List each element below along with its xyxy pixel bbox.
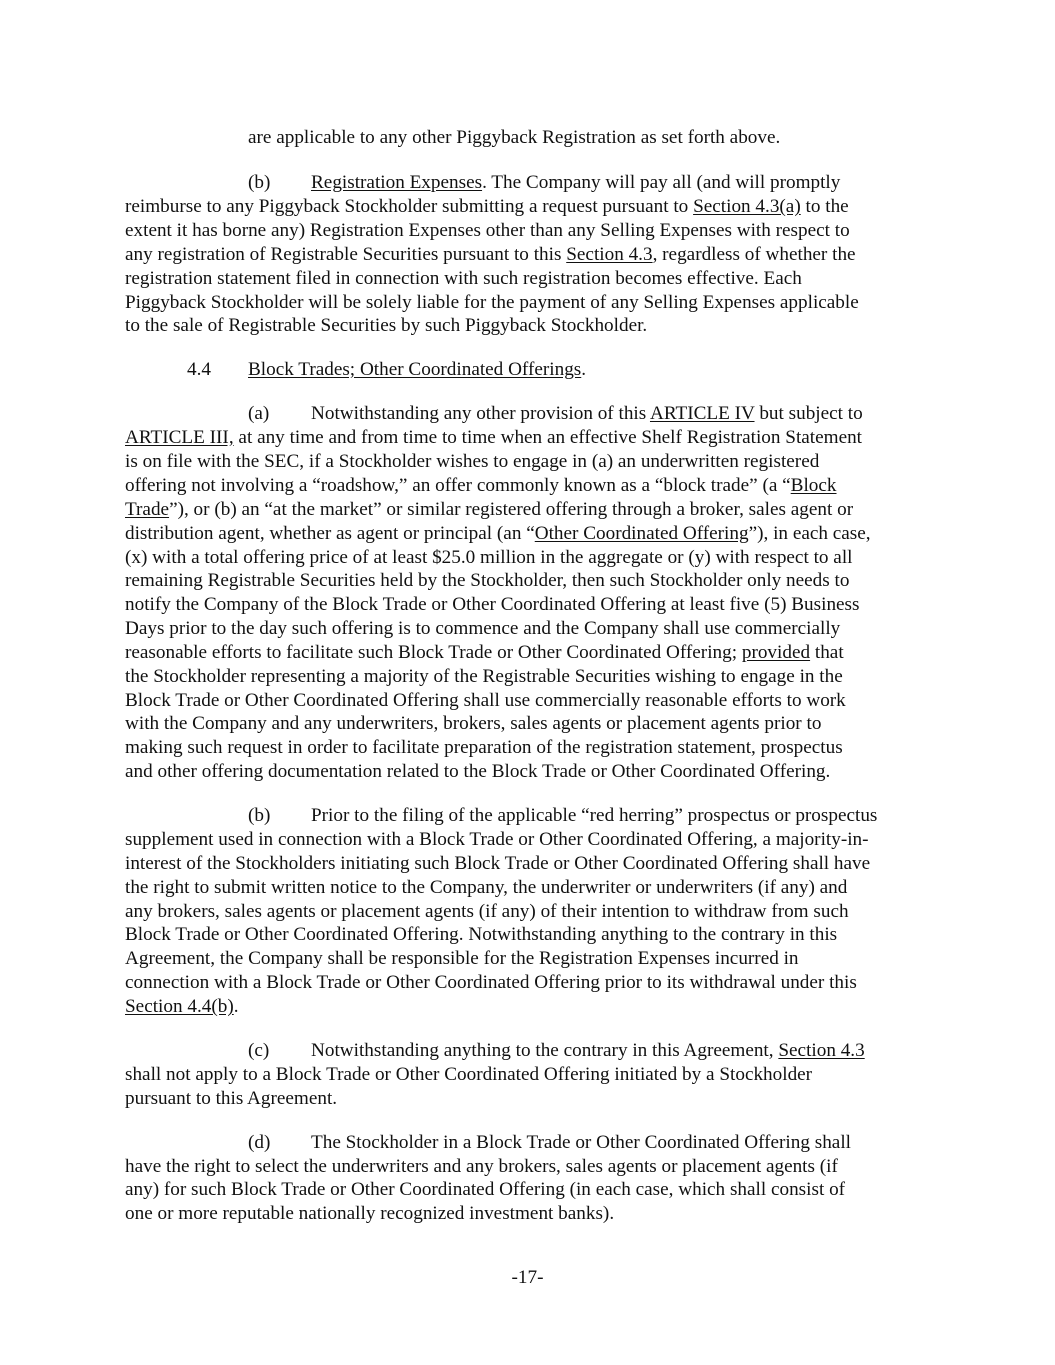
text-run: to the — [800, 196, 849, 217]
text-line — [125, 267, 802, 291]
text-line — [125, 291, 859, 315]
underlined-reference: ARTICLE IV — [649, 403, 755, 424]
text-run: at any time and from time to time when an effective Shelf Registration Statement — [233, 427, 863, 448]
text-line — [125, 665, 843, 689]
text-line — [125, 1178, 845, 1202]
text-line — [248, 126, 780, 150]
underlined-reference: Block Trades; Other Coordinated Offerings — [248, 359, 582, 380]
text-line — [125, 546, 852, 570]
text-line — [311, 1131, 851, 1155]
text-line — [125, 426, 862, 450]
text-run: remaining Registrable Securities held by the Stockholder, then such Stockholder only needs to — [125, 570, 850, 591]
text-run: Days prior to the day such offering is to commence and the Company shall use commercially — [125, 618, 841, 639]
page-number: -17- — [511, 1267, 544, 1288]
text-line — [311, 402, 863, 426]
text-line — [248, 402, 269, 426]
text-line — [125, 1063, 812, 1087]
text-line — [125, 760, 830, 784]
text-line — [125, 1087, 337, 1111]
text-run: any brokers, sales agents or placement agents (if any) of their intention to withdraw from such — [125, 901, 849, 922]
text-run: the right to submit written notice to the Company, the underwriter or underwriters (if any) and — [125, 877, 848, 898]
text-line — [125, 498, 853, 522]
text-run: (b) — [248, 805, 271, 826]
text-run: to the sale of Registrable Securities by such Piggyback Stockholder. — [125, 315, 648, 336]
text-run: connection with a Block Trade or Other Coordinated Offering prior to its withdrawal under this — [125, 972, 857, 993]
text-run: the Stockholder representing a majority of the Registrable Securities wishing to engage in the — [125, 666, 843, 687]
underlined-reference: provided — [741, 642, 811, 663]
underlined-reference: Registration Expenses — [311, 172, 483, 193]
text-line — [248, 358, 586, 382]
text-line — [125, 995, 239, 1019]
text-run: and other offering documentation related to the Block Trade or Other Coordinated Offering. — [125, 761, 831, 782]
underlined-reference: Other Coordinated Offering — [534, 523, 749, 544]
text-run: is on file with the SEC, if a Stockholder wishes to engage in (a) an underwritten registered — [125, 451, 820, 472]
underlined-reference: ARTICLE III, — [125, 427, 234, 448]
text-run: Block Trade or Other Coordinated Offering shall use commercially reasonable efforts to work — [125, 690, 846, 711]
text-run: any registration of Registrable Securities pursuant to this — [125, 244, 567, 265]
text-line — [125, 900, 849, 924]
text-run: The Stockholder in a Block Trade or Other Coordinated Offering shall — [311, 1132, 851, 1153]
text-run: Notwithstanding any other provision of this — [311, 403, 650, 424]
text-run: Piggyback Stockholder will be solely liable for the payment of any Selling Expenses applicable — [125, 292, 859, 313]
text-line — [125, 689, 846, 713]
text-run: ”), or (b) an “at the market” or similar registered offering through a broker, sales agent or — [169, 499, 854, 520]
text-line — [311, 1039, 865, 1063]
text-run: one or more reputable nationally recognized investment banks). — [125, 1203, 615, 1224]
text-line — [125, 1202, 614, 1226]
text-line — [125, 593, 860, 617]
text-run: registration statement filed in connection with such registration becomes effective. Each — [125, 268, 802, 289]
text-run: Block Trade or Other Coordinated Offering. Notwithstanding anything to the contrary in this — [125, 924, 838, 945]
text-run: pursuant to this Agreement. — [125, 1088, 338, 1109]
text-line — [125, 450, 819, 474]
text-line — [125, 828, 869, 852]
text-line — [125, 736, 843, 760]
text-run: any) for such Block Trade or Other Coordinated Offering (in each case, which shall consist of — [125, 1179, 846, 1200]
underlined-reference: Section 4.4(b) — [125, 996, 234, 1017]
text-run: Agreement, the Company shall be responsible for the Registration Expenses incurred in — [125, 948, 799, 969]
underlined-reference: Section 4.3(a) — [693, 196, 801, 217]
text-run: are applicable to any other Piggyback Registration as set forth above. — [248, 127, 781, 148]
text-line — [125, 712, 821, 736]
text-line — [125, 852, 870, 876]
text-run: offering not involving a “roadshow,” an offer commonly known as a “block trade” (a “ — [125, 475, 791, 496]
text-run: shall not apply to a Block Trade or Other Coordinated Offering initiated by a Stockholder — [125, 1064, 813, 1085]
text-run: . — [233, 996, 239, 1017]
text-run: with the Company and any underwriters, brokers, sales agents or placement agents prior to — [125, 713, 822, 734]
text-line — [125, 876, 847, 900]
text-line — [125, 947, 799, 971]
text-run: notify the Company of the Block Trade or Other Coordinated Offering at least five (5) Business — [125, 594, 860, 615]
text-line — [125, 474, 837, 498]
text-run: (d) — [248, 1132, 271, 1153]
text-line — [248, 1039, 269, 1063]
text-line — [125, 314, 647, 338]
text-line — [125, 641, 844, 665]
underlined-reference: Section 4.3 — [566, 244, 653, 265]
text-line — [248, 1131, 270, 1155]
text-line — [125, 971, 857, 995]
text-line — [125, 219, 850, 243]
text-run: reimburse to any Piggyback Stockholder submitting a request pursuant to — [125, 196, 694, 217]
text-run: Notwithstanding anything to the contrary in this Agreement, — [311, 1040, 779, 1061]
text-line — [125, 617, 840, 641]
text-line — [125, 522, 871, 546]
text-line — [125, 195, 849, 219]
text-line — [187, 358, 211, 382]
text-run: . — [581, 359, 587, 380]
text-run: ”), in each case, — [748, 523, 871, 544]
text-line — [311, 804, 877, 828]
text-run: (x) with a total offering price of at least $25.0 million in the aggregate or (y) with respect to all — [125, 547, 853, 568]
text-run: that — [810, 642, 844, 663]
text-run: (a) — [248, 403, 270, 424]
text-run: interest of the Stockholders initiating such Block Trade or Other Coordinated Offering shall have — [125, 853, 871, 874]
underlined-reference: Section 4.3 — [778, 1040, 865, 1061]
text-run: but subject to — [754, 403, 863, 424]
text-run: , regardless of whether the — [652, 244, 856, 265]
underlined-reference: Block — [790, 475, 837, 496]
text-run: . The Company will pay all (and will promptly — [482, 172, 841, 193]
text-run: (c) — [248, 1040, 270, 1061]
text-run: making such request in order to facilitate preparation of the registration statement, prospectus — [125, 737, 843, 758]
text-line — [125, 923, 837, 947]
underlined-reference: Trade — [125, 499, 170, 520]
text-run: extent it has borne any) Registration Expenses other than any Selling Expenses with respect to — [125, 220, 850, 241]
text-line — [125, 1155, 838, 1179]
text-line — [311, 171, 840, 195]
text-line — [248, 804, 270, 828]
text-run: supplement used in connection with a Block Trade or Other Coordinated Offering, a majority-in- — [125, 829, 869, 850]
text-line — [248, 171, 270, 195]
text-run: distribution agent, whether as agent or principal (an “ — [125, 523, 535, 544]
text-run: have the right to select the underwriters and any brokers, sales agents or placement agents (if — [125, 1156, 838, 1177]
text-run: 4.4 — [187, 359, 211, 380]
text-line — [125, 243, 856, 267]
text-run: (b) — [248, 172, 271, 193]
text-line — [125, 569, 849, 593]
text-run: reasonable efforts to facilitate such Block Trade or Other Coordinated Offering; — [125, 642, 742, 663]
text-run: Prior to the filing of the applicable “red herring” prospectus or prospectus — [311, 805, 878, 826]
